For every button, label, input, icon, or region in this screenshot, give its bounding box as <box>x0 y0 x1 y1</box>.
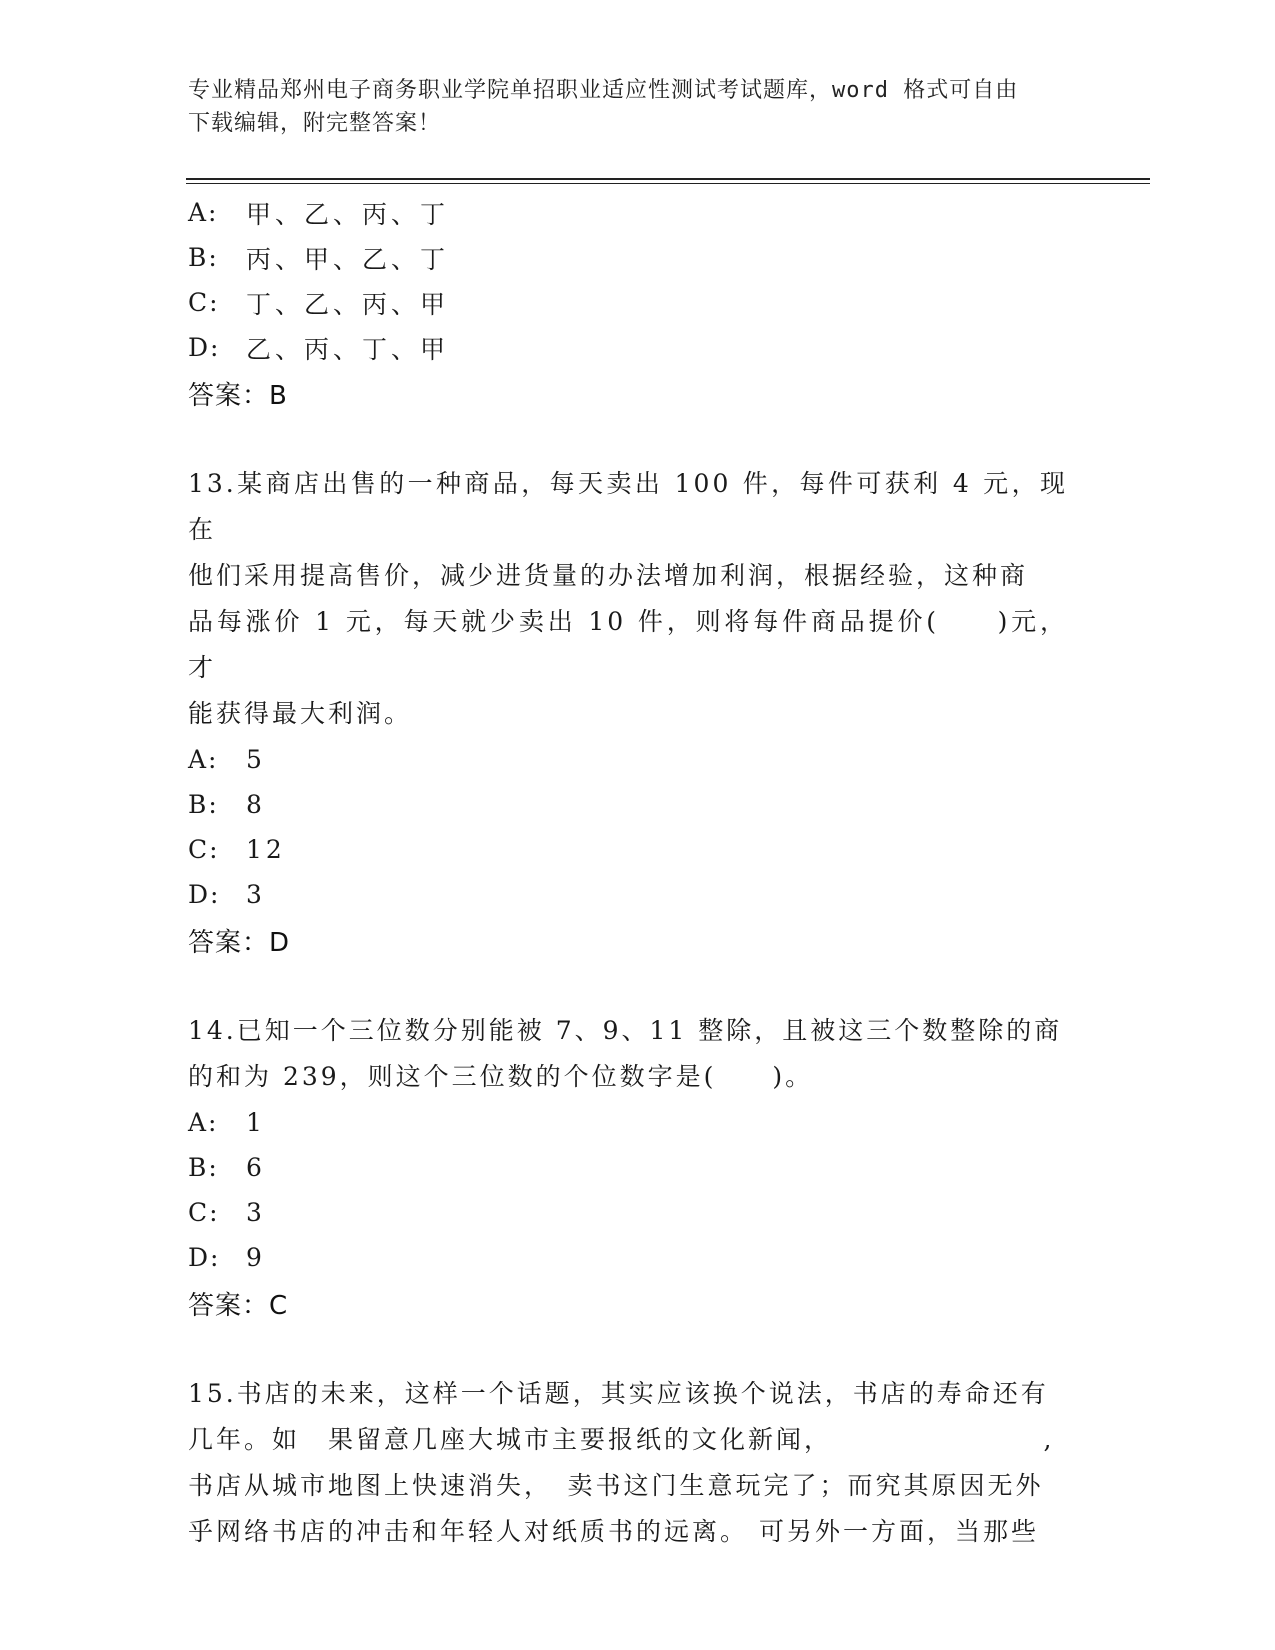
option-label: A: <box>188 1108 219 1137</box>
option-a <box>188 190 1068 235</box>
option-label: C: <box>188 288 220 317</box>
option-label: B: <box>188 790 219 819</box>
option-label: D: <box>188 880 221 909</box>
answer-line: 答案：D <box>188 927 291 958</box>
header-line-2: 下载编辑，附完整答案！ <box>188 111 442 136</box>
question-12-block <box>188 190 1068 416</box>
option-text: 3 <box>246 1198 266 1227</box>
question-line: 14.已知一个三位数分别能被 7、9、11 整除，且被这三个数整除的商 <box>188 1016 1063 1045</box>
question-line: 品每涨价 1 元，每天就少卖出 10 件，则将每件商品提价( )元，才 <box>188 607 1068 682</box>
option-c <box>188 280 1068 325</box>
question-text <box>188 461 1068 737</box>
spacer <box>188 1326 1068 1371</box>
option-text: 丁、乙、丙、甲 <box>246 289 450 319</box>
answer-line: 答案：C <box>188 1290 289 1321</box>
answer-line: 答案：B <box>188 380 288 411</box>
option-label: A: <box>188 745 219 774</box>
option-text: 丙、甲、乙、丁 <box>246 244 450 274</box>
option-text: 3 <box>246 880 266 909</box>
header-line-1: 专业精品郑州电子商务职业学院单招职业适应性测试考试题库，word 格式可自由 <box>188 78 1019 103</box>
option-text: 9 <box>246 1243 266 1272</box>
header-divider-thin <box>186 183 1150 184</box>
question-line: 几年。如 果留意几座大城市主要报纸的文化新闻， , <box>188 1425 1055 1454</box>
option-label: D: <box>188 1243 221 1272</box>
option-d <box>188 872 1068 917</box>
option-d <box>188 325 1068 370</box>
option-text: 甲、乙、丙、丁 <box>246 199 450 229</box>
option-text: 12 <box>246 835 286 864</box>
option-b <box>188 782 1068 827</box>
question-line: 他们采用提高售价，减少进货量的办法增加利润，根据经验，这种商 <box>188 561 1029 590</box>
spacer <box>188 963 1068 1008</box>
option-d <box>188 1235 1068 1280</box>
document-body <box>188 190 1068 1555</box>
question-text <box>188 1371 1068 1555</box>
question-line: 能获得最大利润。 <box>188 699 413 728</box>
question-line: 乎网络书店的冲击和年轻人对纸质书的远离。 可另外一方面，当那些 <box>188 1517 1039 1546</box>
option-text: 乙、丙、丁、甲 <box>246 334 450 364</box>
question-14-block <box>188 1008 1068 1326</box>
header-divider-thick <box>186 178 1150 180</box>
option-text: 6 <box>246 1153 266 1182</box>
question-15-block <box>188 1371 1068 1555</box>
question-text <box>188 1008 1068 1100</box>
option-label: C: <box>188 835 220 864</box>
option-label: C: <box>188 1198 220 1227</box>
option-c <box>188 827 1068 872</box>
option-c <box>188 1190 1068 1235</box>
option-label: B: <box>188 243 219 272</box>
option-label: B: <box>188 1153 219 1182</box>
option-a <box>188 1100 1068 1145</box>
option-label: D: <box>188 333 221 362</box>
spacer <box>188 416 1068 461</box>
question-line: 15.书店的未来，这样一个话题，其实应该换个说法，书店的寿命还有 <box>188 1379 1049 1408</box>
document-header <box>188 74 1068 140</box>
question-line: 13.某商店出售的一种商品，每天卖出 100 件，每件可获利 4 元，现在 <box>188 469 1068 544</box>
option-text: 8 <box>246 790 266 819</box>
question-line: 的和为 239，则这个三位数的个位数字是( )。 <box>188 1062 814 1091</box>
option-label: A: <box>188 198 219 227</box>
option-text: 5 <box>246 745 266 774</box>
option-a <box>188 737 1068 782</box>
option-b <box>188 235 1068 280</box>
question-13-block <box>188 461 1068 963</box>
option-b <box>188 1145 1068 1190</box>
question-line: 书店从城市地图上快速消失， 卖书这门生意玩完了；而究其原因无外 <box>188 1471 1044 1500</box>
option-text: 1 <box>246 1108 266 1137</box>
